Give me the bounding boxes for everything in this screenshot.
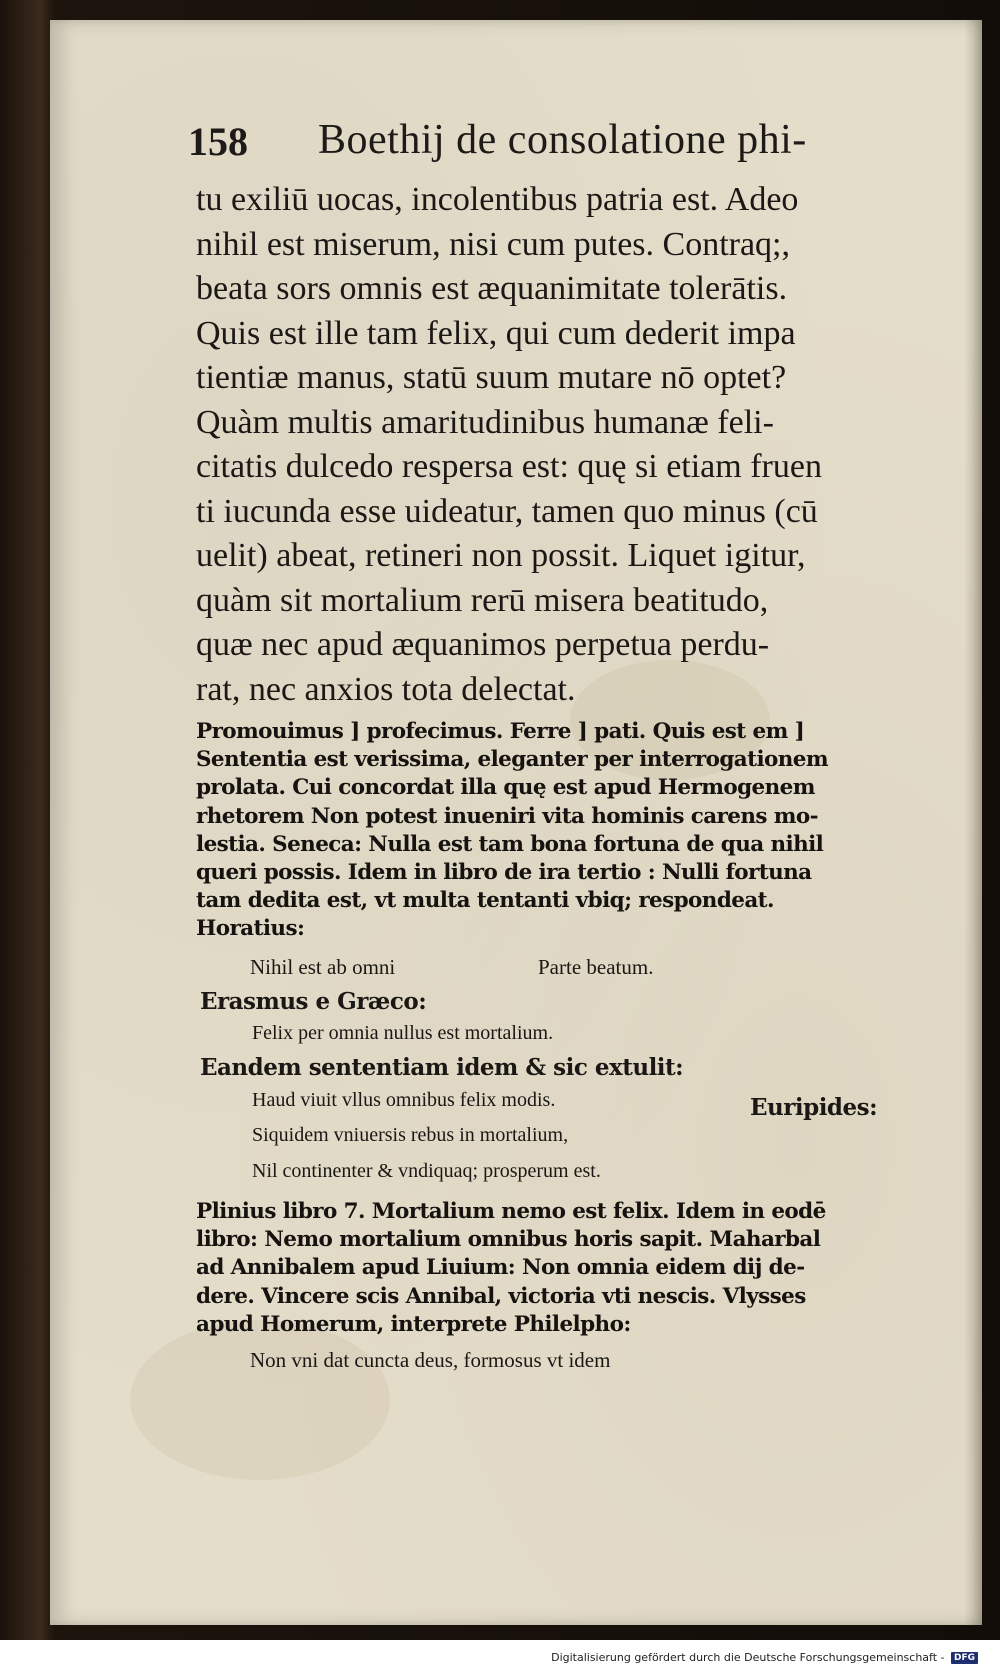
verse-erasmus: Felix per omnia nullus est mortalium. <box>252 1022 554 1044</box>
commentary-line: lestia. Seneca: Nulla est tam bona fortuna de qua nihil <box>196 831 824 857</box>
commentary-line: apud Homerum, interprete Philelpho: <box>196 1311 631 1337</box>
commentary-line: dere. Vincere scis Annibal, victoria vti nescis. Vlysses <box>196 1283 806 1309</box>
label-eandem: Eandem sententiam idem & sic extulit: <box>200 1054 684 1081</box>
main-text-line: citatis dulcedo respersa est: quę si etiam fruen <box>196 448 822 485</box>
main-text-line: tu exiliū uocas, incolentibus patria est. Adeo <box>196 181 799 218</box>
main-text-line: Quis est ille tam felix, qui cum dederit impa <box>196 314 796 352</box>
paper-stain <box>130 1320 390 1480</box>
commentary-line: ad Annibalem apud Liuium: Non omnia eidem dij de- <box>196 1255 805 1281</box>
verse-euripides-line3: Nil continenter & vndiquaq; prosperum est. <box>252 1160 601 1182</box>
commentary-line: Promouimus ] profecimus. Ferre ] pati. Quis est em ] <box>196 719 805 744</box>
running-header <box>188 118 908 174</box>
label-erasmus: Erasmus e Græco: <box>200 988 427 1015</box>
dfg-logo: DFG <box>951 1652 978 1664</box>
footer-bar <box>0 1640 1000 1673</box>
verse-euripides-line2: Siquidem vniuersis rebus in mortalium, <box>252 1124 569 1146</box>
footer-credit-text: Digitalisierung gefördert durch die Deutsche Forschungsgemeinschaft - <box>551 1651 945 1664</box>
commentary-line: Horatius: <box>196 916 305 942</box>
verse-horatius-part2: Parte beatum. <box>538 955 654 979</box>
footer-credit <box>551 1651 978 1664</box>
main-text-line: nihil est miserum, nisi cum putes. Contraq;, <box>196 225 791 263</box>
commentary-line: prolata. Cui concordat illa quę est apud Hermogenem <box>196 775 815 801</box>
page-edge-shadow <box>964 20 982 1625</box>
commentary-line: tam dedita est, vt multa tentanti vbiq; respondeat. <box>196 888 774 914</box>
main-text-line: quæ nec apud æquanimos perpetua perdu- <box>196 626 770 663</box>
commentary-line: Sententia est verissima, eleganter per interrogationem <box>196 747 829 773</box>
commentary-block-1 <box>196 718 916 944</box>
main-text-block <box>196 178 896 712</box>
label-euripides: Euripides: <box>750 1094 878 1121</box>
main-text-line: tientiæ manus, statū suum mutare nō optet? <box>196 359 787 396</box>
main-text-line: beata sors omnis est æquanimitate tolerātis. <box>196 270 788 307</box>
commentary-line: Plinius libro 7. Mortalium nemo est felix. Idem in eodē <box>196 1199 826 1224</box>
commentary-line: libro: Nemo mortalium omnibus horis sapit. Maharbal <box>196 1227 821 1253</box>
verse-euripides-line1: Haud viuit vllus omnibus felix modis. <box>252 1089 556 1111</box>
main-text-line: ti iucunda esse uideatur, tamen quo minus (cū <box>196 492 818 530</box>
main-text-line: rat, nec anxios tota delectat. <box>196 670 576 708</box>
verse-homer: Non vni dat cuncta deus, formosus vt idem <box>250 1348 611 1372</box>
commentary-block-2 <box>196 1198 916 1339</box>
main-text-line: uelit) abeat, retineri non possit. Liquet igitur, <box>196 537 806 574</box>
verse-horatius-part1: Nihil est ab omni <box>250 955 396 979</box>
main-text-line: Quàm multis amaritudinibus humanæ feli- <box>196 403 774 441</box>
running-title: Boethij de consolatione phi- <box>318 117 807 163</box>
commentary-line: rhetorem Non potest inueniri vita hominis carens mo- <box>196 803 818 829</box>
main-text-line: quàm sit mortalium rerū misera beatitudo, <box>196 581 769 619</box>
commentary-line: queri possis. Idem in libro de ira tertio : Nulli fortuna <box>196 860 812 886</box>
page-number: 158 <box>188 119 248 164</box>
